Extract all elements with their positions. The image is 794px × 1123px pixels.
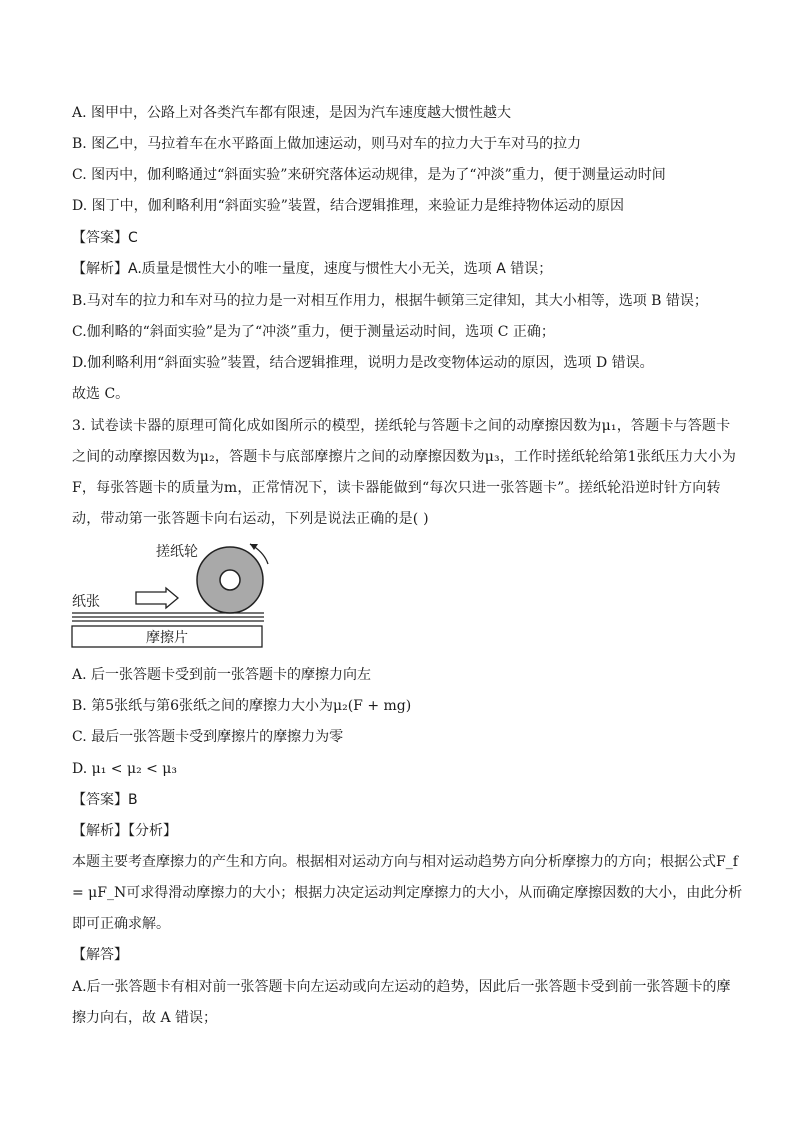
option-a: A. 后一张答题卡受到前一张答题卡的摩擦力向左 [72, 667, 372, 683]
analysis-line2: = μF_N可求得滑动摩擦力的大小；根据力决定运动判定摩擦力的大小，从而确定摩擦因数的大小，由此分析 [72, 885, 743, 901]
question-3-line3: F，每张答题卡的质量为m，正常情况下，读卡器能做到“每次只进一张答题卡”。搓纸轮沿逆时针方向转 [72, 480, 721, 496]
wheel-hub [220, 570, 240, 590]
question-3-line4: 动，带动第一张答题卡向右运动，下列是说法正确的是( ) [72, 511, 429, 527]
analysis-prev-b: B.马对车的拉力和车对马的拉力是一对相互作用力，根据牛顿第三定律知，其大小相等，选项 B 错误； [72, 293, 708, 309]
option-c: C. 最后一张答题卡受到摩擦片的摩擦力为零 [72, 729, 344, 745]
option-a-prev: A. 图甲中，公路上对各类汽车都有限速，是因为汽车速度越大惯性越大 [72, 105, 512, 121]
card-reader-figure [68, 540, 278, 652]
analysis-line1: 本题主要考查摩擦力的产生和方向。根据相对运动方向与相对运动趋势方向分析摩擦力的方向；根据公式F_f [72, 854, 738, 870]
answer-prev: 【答案】C [72, 230, 138, 246]
wheel-label: 搓纸轮 [156, 544, 198, 560]
analysis-line3: 即可正确求解。 [72, 916, 170, 932]
solution-heading: 【解答】 [72, 947, 128, 963]
direction-arrow-icon [136, 588, 178, 608]
pad-label: 摩擦片 [146, 630, 188, 646]
analysis-prev-c: C.伽利略的“斜面实验”是为了“冲淡”重力，便于测量运动时间，选项 C 正确； [72, 324, 555, 340]
question-3-line2: 之间的动摩擦因数为μ₂，答题卡与底部摩擦片之间的动摩擦因数为μ₃，工作时搓纸轮给第1张纸压力大小为 [72, 449, 737, 465]
question-3-line1: 3. 试卷读卡器的原理可简化成如图所示的模型，搓纸轮与答题卡之间的动摩擦因数为μ₁，答题卡与答题卡 [72, 418, 731, 434]
conclusion-prev: 故选 C。 [72, 386, 130, 402]
paper-label: 纸张 [72, 594, 100, 610]
solution-line2: 擦力向右，故 A 错误； [72, 1010, 218, 1026]
option-b: B. 第5张纸与第6张纸之间的摩擦力大小为μ₂(F + mg) [72, 698, 412, 714]
option-d: D. μ₁ < μ₂ < μ₃ [72, 761, 178, 777]
analysis-prev-a: 【解析】A.质量是惯性大小的唯一量度，速度与惯性大小无关，选项 A 错误； [72, 261, 553, 277]
option-c-prev: C. 图丙中，伽利略通过“斜面实验”来研究落体运动规律，是为了“冲淡”重力，便于测量运动时间 [72, 167, 666, 183]
option-b-prev: B. 图乙中，马拉着车在水平路面上做加速运动，则马对车的拉力大于车对马的拉力 [72, 136, 582, 152]
answer: 【答案】B [72, 792, 138, 808]
analysis-heading: 【解析】【分析】 [72, 823, 177, 839]
analysis-prev-d: D.伽利略利用“斜面实验”装置，结合逻辑推理，说明力是改变物体运动的原因，选项 D 错误。 [72, 355, 654, 371]
solution-line1: A.后一张答题卡有相对前一张答题卡向左运动或向左运动的趋势，因此后一张答题卡受到前一张答题卡的摩 [72, 979, 731, 995]
option-d-prev: D. 图丁中，伽利略利用“斜面实验”装置，结合逻辑推理，来验证力是维持物体运动的原因 [72, 198, 624, 214]
